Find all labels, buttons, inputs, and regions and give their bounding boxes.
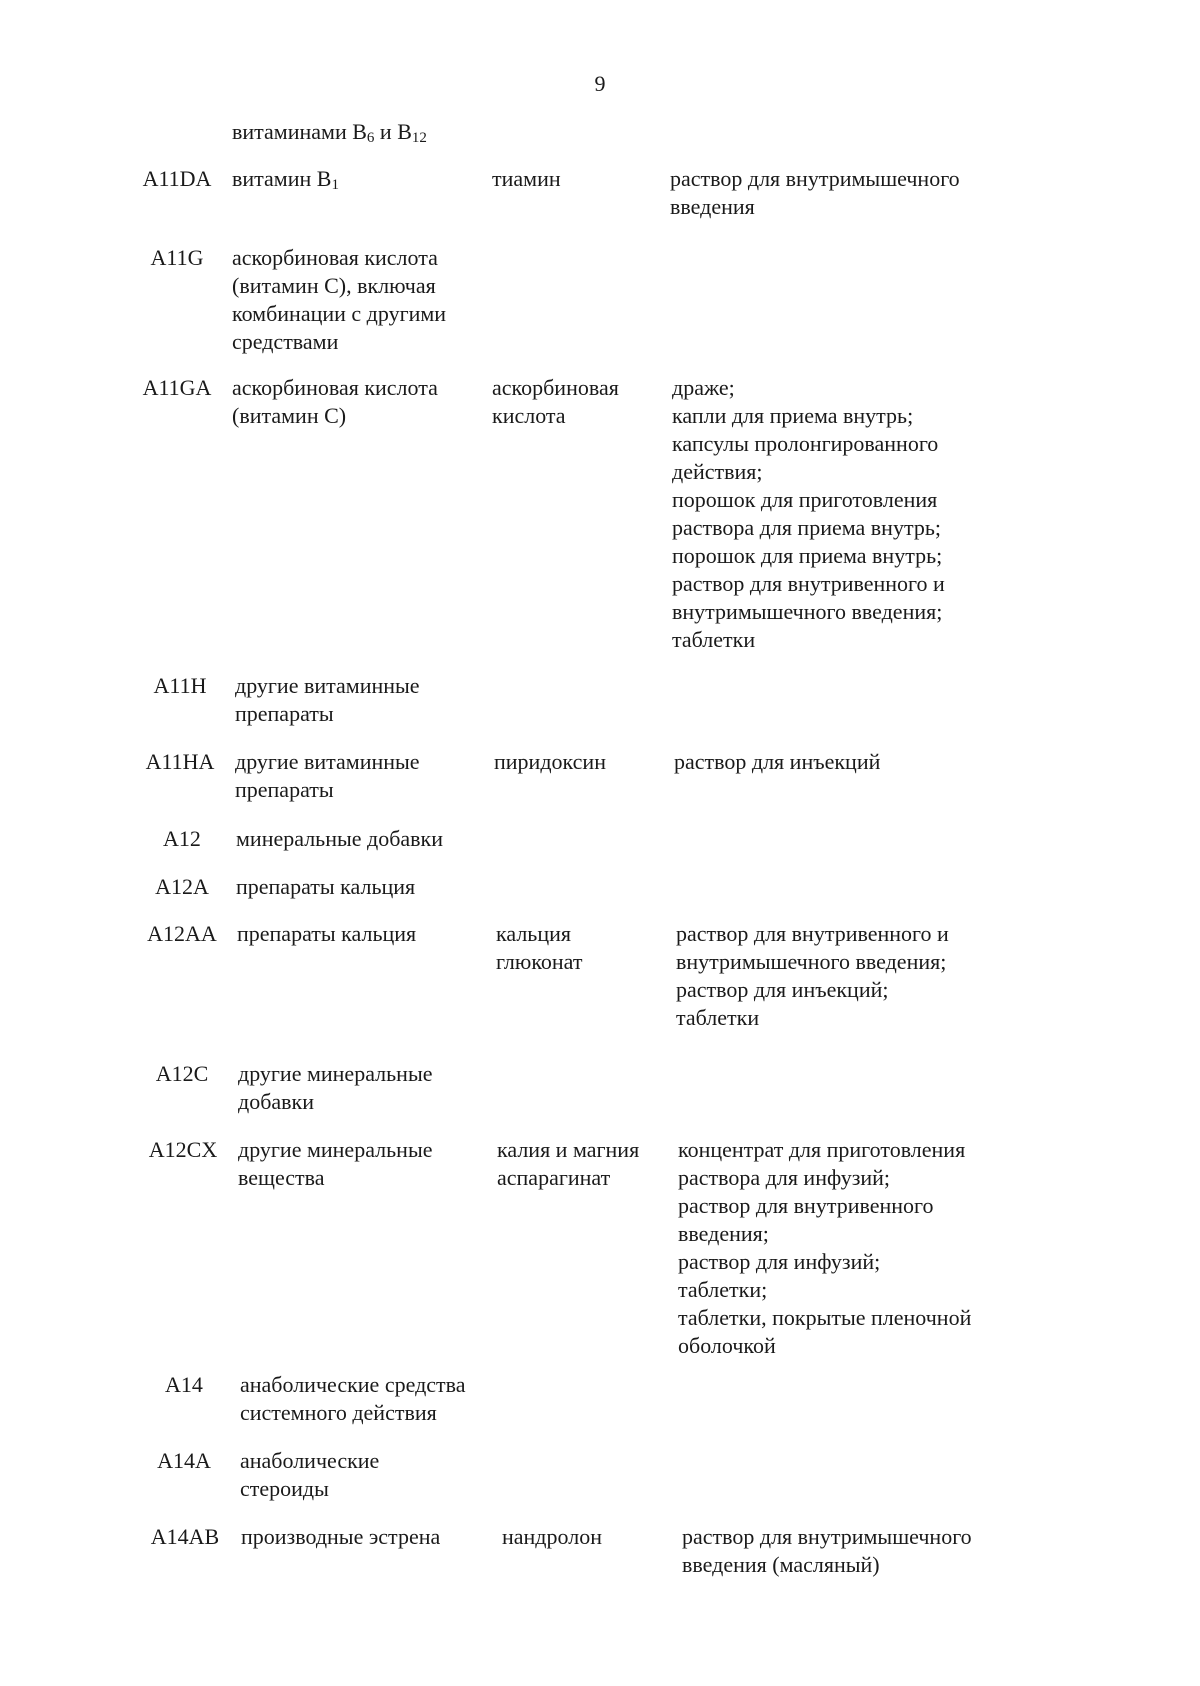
- group-name: [232, 244, 446, 356]
- atc-code: A12C: [155, 1061, 209, 1086]
- form-line: капли для приема внутрь;: [672, 403, 914, 428]
- dosage-forms: [676, 920, 949, 1032]
- group-line: стероиды: [240, 1476, 329, 1501]
- group-line: другие минеральные: [238, 1137, 433, 1162]
- substance-line: нандролон: [502, 1524, 602, 1549]
- form-line: концентрат для приготовления: [678, 1137, 966, 1162]
- atc-code: A14AB: [150, 1524, 220, 1549]
- group-line: комбинации с другими: [232, 301, 447, 326]
- form-line: порошок для приготовления: [672, 487, 938, 512]
- group-line: другие витаминные: [235, 749, 420, 774]
- form-line: порошок для приема внутрь;: [672, 543, 943, 568]
- group-sub: 1: [331, 177, 339, 193]
- form-line: раствор для внутривенного и: [676, 921, 949, 946]
- group-line: анаболические: [240, 1448, 380, 1473]
- atc-code: A14: [165, 1372, 203, 1397]
- group-line: (витамин C): [232, 403, 347, 428]
- group-line: производные эстрена: [241, 1524, 441, 1549]
- dosage-forms: [672, 374, 945, 654]
- substance-line: аспарагинат: [497, 1165, 611, 1190]
- continuation-sub-6: 6: [366, 130, 375, 146]
- atc-code: A14A: [157, 1448, 211, 1473]
- group-name: [232, 374, 438, 430]
- group-name: [240, 1447, 379, 1503]
- form-line: таблетки, покрытые пленочной: [678, 1305, 972, 1330]
- group-line: другие витаминные: [235, 673, 420, 698]
- form-line: введения;: [678, 1221, 769, 1246]
- group-line: аскорбиновая кислота: [232, 245, 438, 270]
- form-line: раствор для внутривенного: [678, 1193, 934, 1218]
- substance-name: [492, 165, 561, 193]
- group-name: [238, 1136, 433, 1192]
- substance-name: [496, 920, 582, 976]
- form-line: раствора для инфузий;: [678, 1165, 891, 1190]
- group-name: [235, 672, 420, 728]
- substance-line: кальция: [496, 921, 571, 946]
- dosage-forms: [674, 748, 880, 776]
- form-line: драже;: [672, 375, 735, 400]
- group-text: витамин B: [232, 166, 332, 191]
- atc-code: A12AA: [147, 921, 217, 946]
- form-line: внутримышечного введения;: [672, 599, 943, 624]
- form-line: действия;: [672, 459, 763, 484]
- group-name: [237, 920, 416, 948]
- form-line: таблетки: [676, 1005, 760, 1030]
- atc-code: A11HA: [145, 749, 215, 774]
- form-line: раствора для приема внутрь;: [672, 515, 941, 540]
- atc-code: A12: [163, 826, 201, 851]
- group-name: [236, 873, 415, 901]
- form-line: таблетки: [672, 627, 756, 652]
- form-line: раствор для внутримышечного: [682, 1524, 972, 1549]
- group-line: добавки: [238, 1089, 315, 1114]
- substance-line: кислота: [492, 403, 566, 428]
- form-line: оболочкой: [678, 1333, 776, 1358]
- dosage-forms: [682, 1523, 972, 1579]
- group-line: аскорбиновая кислота: [232, 375, 438, 400]
- substance-name: [502, 1523, 602, 1551]
- substance-name: [497, 1136, 639, 1192]
- form-line: раствор для инъекций: [674, 749, 881, 774]
- group-name: [236, 825, 443, 853]
- dosage-forms: [678, 1136, 971, 1360]
- substance-line: аскорбиновая: [492, 375, 619, 400]
- group-line: препараты: [235, 777, 334, 802]
- atc-code: A11H: [153, 673, 207, 698]
- group-line: другие минеральные: [238, 1061, 433, 1086]
- form-line: введения (масляный): [682, 1552, 880, 1577]
- continuation-sub-12: 12: [411, 130, 427, 146]
- form-line: раствор для внутривенного и: [672, 571, 945, 596]
- form-line: внутримышечного введения;: [676, 949, 947, 974]
- form-line: раствор для инъекций;: [676, 977, 889, 1002]
- dosage-forms: [670, 165, 960, 221]
- continuation-text: витаминами B: [232, 119, 367, 144]
- substance-name: [492, 374, 619, 430]
- group-name: [232, 165, 339, 193]
- group-line: препараты: [235, 701, 334, 726]
- page-number: 9: [594, 71, 606, 96]
- form-line: капсулы пролонгированного: [672, 431, 939, 456]
- group-name: [235, 748, 420, 804]
- group-line: препараты кальция: [236, 874, 416, 899]
- group-line: препараты кальция: [237, 921, 417, 946]
- form-line: введения: [670, 194, 755, 219]
- form-line: раствор для внутримышечного: [670, 166, 960, 191]
- group-name: [238, 1060, 433, 1116]
- group-line: минеральные добавки: [236, 826, 444, 851]
- substance-line: калия и магния: [497, 1137, 640, 1162]
- atc-code: A11G: [150, 245, 204, 270]
- group-name: [241, 1523, 440, 1551]
- atc-code: A11DA: [142, 166, 212, 191]
- form-line: раствор для инфузий;: [678, 1249, 881, 1274]
- form-line: таблетки;: [678, 1277, 768, 1302]
- substance-line: пиридоксин: [494, 749, 606, 774]
- atc-code: A11GA: [142, 375, 212, 400]
- group-line: средствами: [232, 329, 339, 354]
- group-line: вещества: [238, 1165, 325, 1190]
- group-line: системного действия: [240, 1400, 437, 1425]
- continuation-mid: и B: [374, 119, 412, 144]
- atc-code: A12A: [155, 874, 209, 899]
- group-line: (витамин C), включая: [232, 273, 436, 298]
- substance-line: глюконат: [496, 949, 583, 974]
- substance-name: [494, 748, 606, 776]
- atc-code: A12CX: [148, 1137, 218, 1162]
- substance-line: тиамин: [492, 166, 561, 191]
- group-name: [240, 1371, 466, 1427]
- continuation-group: [232, 118, 427, 146]
- group-line: анаболические средства: [240, 1372, 466, 1397]
